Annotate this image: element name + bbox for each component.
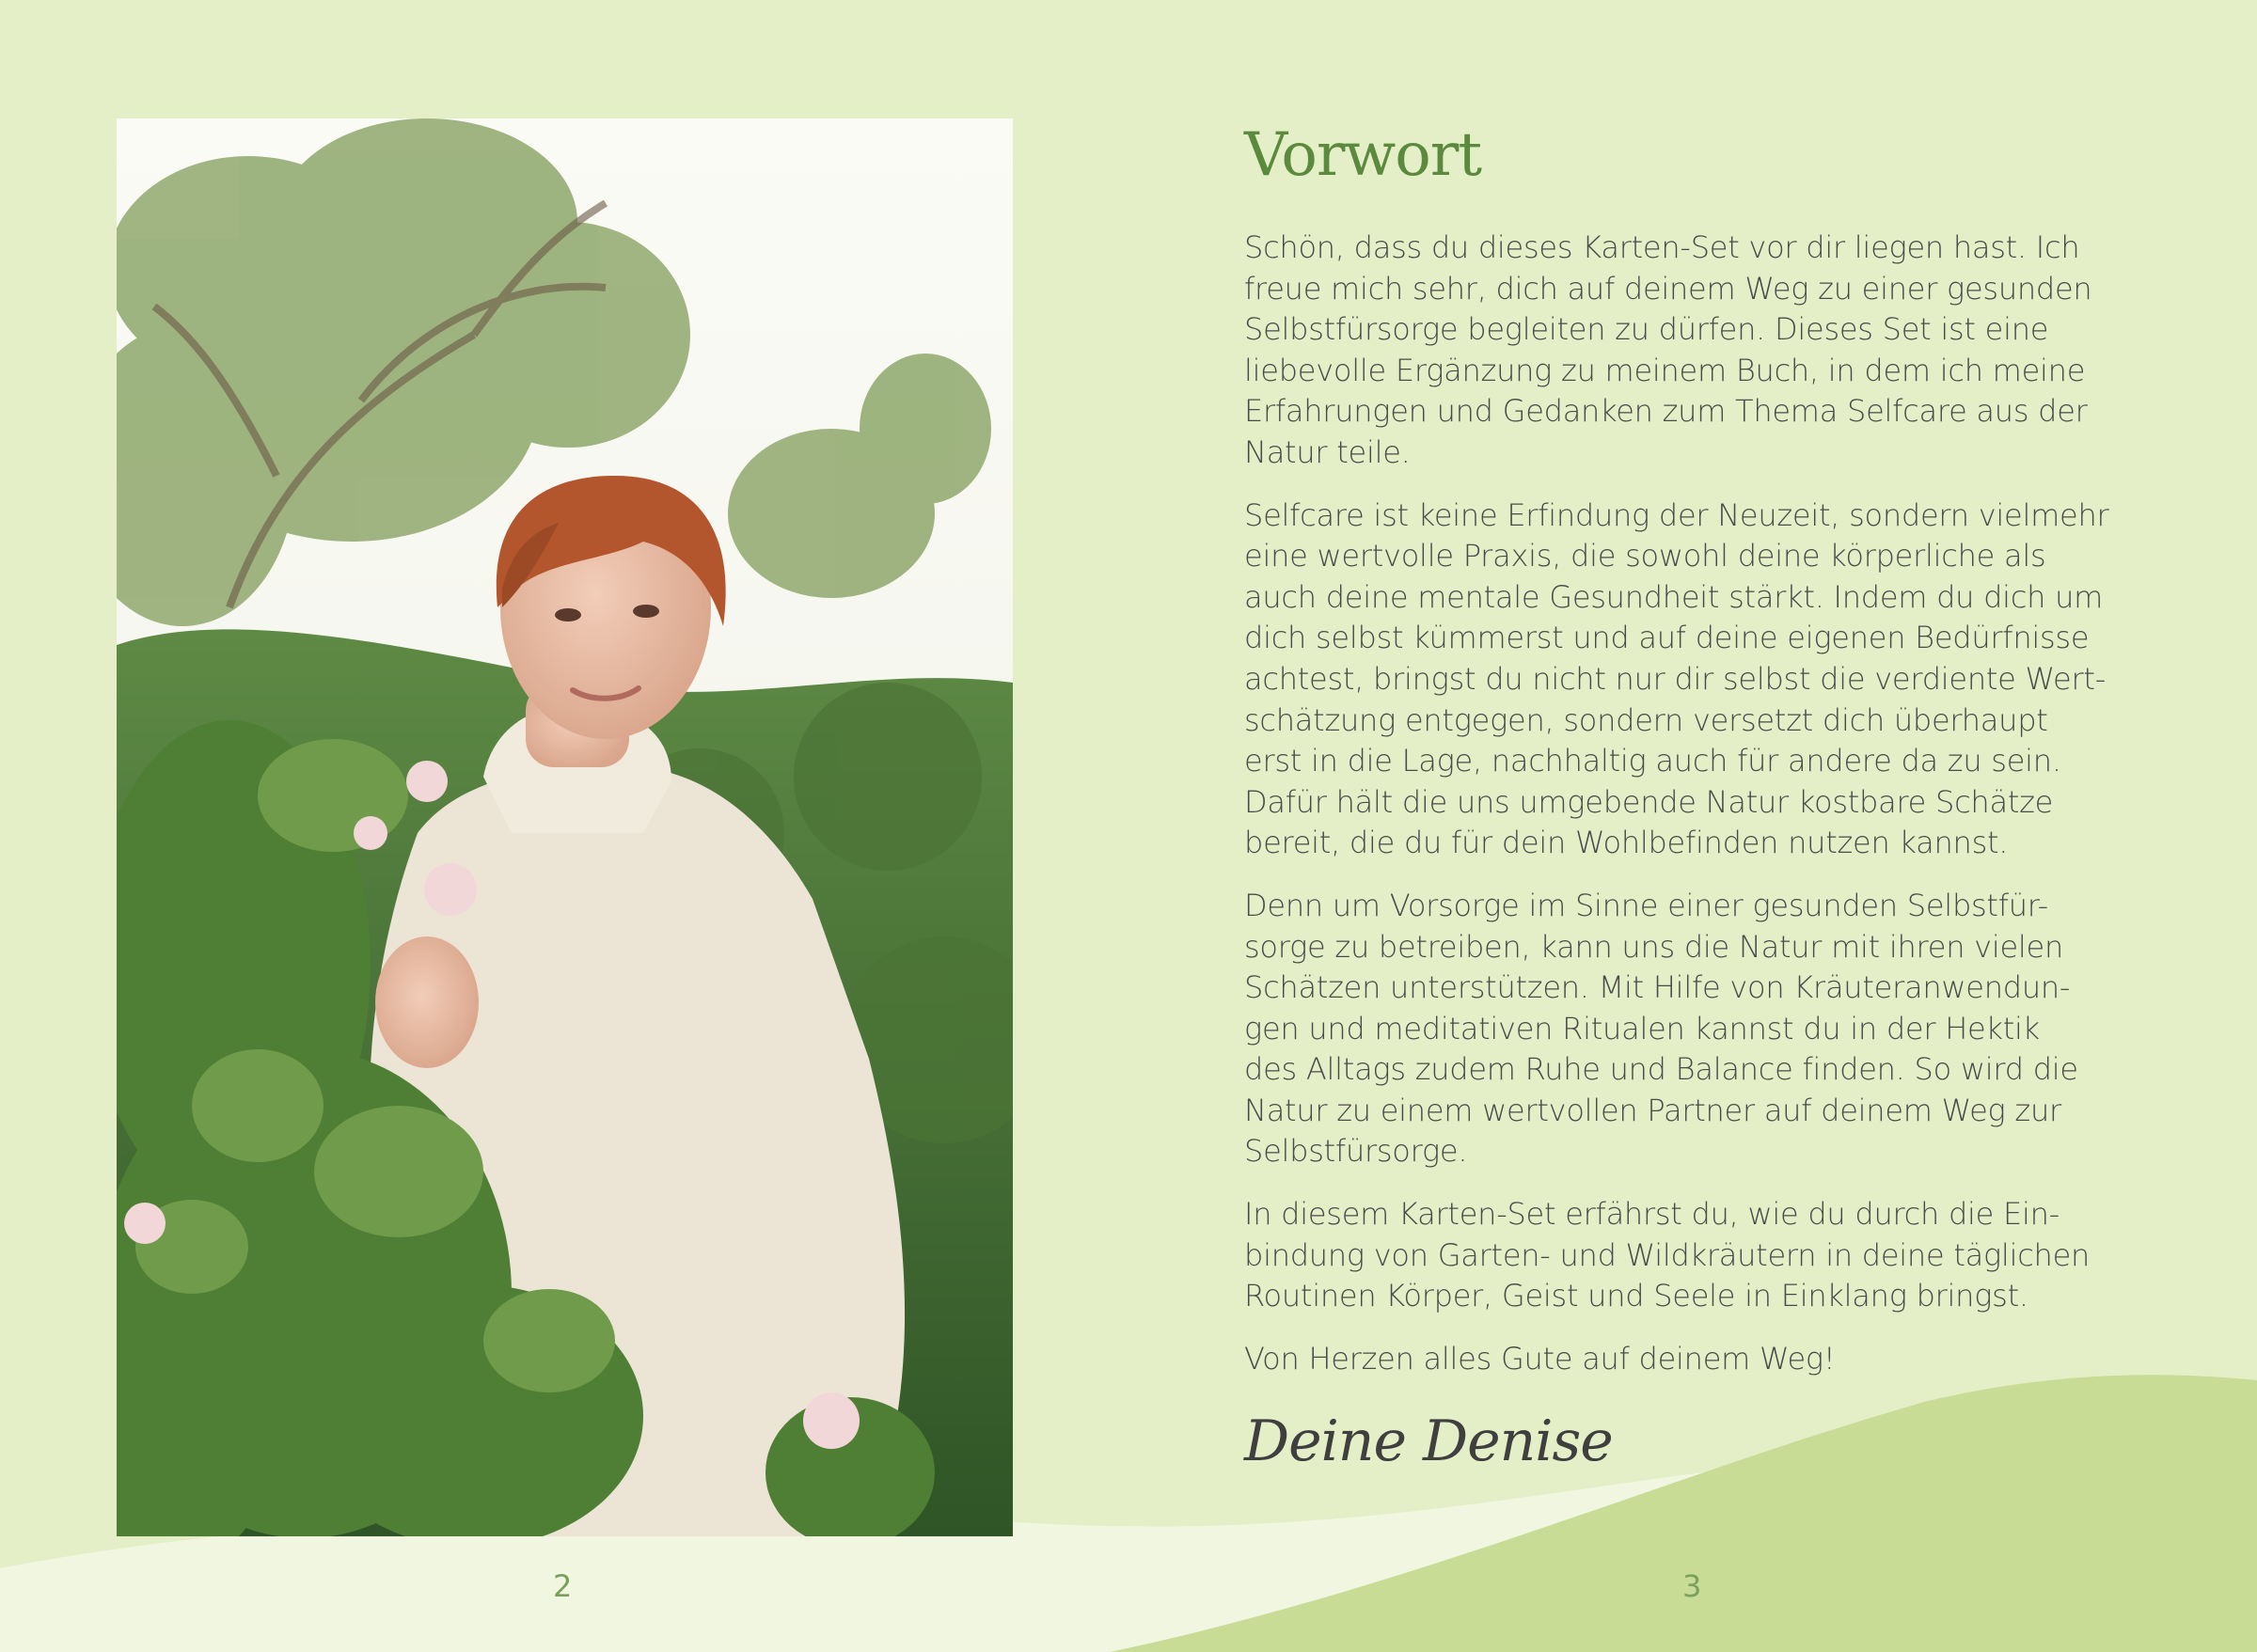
text-line: bereit, die du für dein Wohlbefinden nutzen kannst. [1244, 825, 2009, 861]
paragraph-2 [1244, 496, 2147, 864]
page-number-left: 2 [553, 1568, 573, 1604]
text-line: Natur zu einem wertvollen Partner auf deinem Weg zur [1244, 1092, 2061, 1128]
portrait-photo [117, 118, 1013, 1536]
signature: Deine Denise [1244, 1408, 1613, 1474]
text-line: sorge zu betreiben, kann uns die Natur mit ihren vielen [1244, 928, 2064, 965]
text-line: dich selbst kümmerst und auf deine eigenen Bedürfnisse [1244, 620, 2090, 656]
text-line: Selbstfürsorge. [1244, 1133, 1468, 1170]
text-line: eine wertvolle Praxis, die sowohl deine körperliche als [1244, 538, 2046, 574]
text-line: achtest, bringst du nicht nur dir selbst die verdiente Wert- [1244, 660, 2106, 697]
text-line: Von Herzen alles Gute auf deinem Weg! [1244, 1340, 1836, 1377]
text-line: erst in die Lage, nachhaltig auch für andere da zu sein. [1244, 743, 2061, 779]
text-line: bindung von Garten- und Wildkräutern in deine täglichen [1244, 1236, 2091, 1273]
paragraph-5 [1244, 1339, 2147, 1380]
paragraph-4 [1244, 1194, 2147, 1317]
text-line: Denn um Vorsorge im Sinne einer gesunden Selbstfür- [1244, 887, 2048, 923]
text-line: des Alltags zudem Ruhe und Balance finden. So wird die [1244, 1051, 2078, 1088]
text-line: freue mich sehr, dich auf deinem Weg zu einer gesunden [1244, 270, 2092, 307]
foreword-body [1244, 228, 2147, 1401]
text-line: Schön, dass du dieses Karten-Set vor dir liegen hast. Ich [1244, 229, 2080, 265]
text-line: liebevolle Ergänzung zu meinem Buch, in dem ich meine [1244, 352, 2086, 388]
text-line: Routinen Körper, Geist und Seele in Einklang bringst. [1244, 1278, 2028, 1314]
text-line: Natur teile. [1244, 433, 1411, 470]
text-line: Schätzen unterstützen. Mit Hilfe von Kräuteranwendun- [1244, 969, 2071, 1006]
text-line: Erfahrungen und Gedanken zum Thema Selfcare aus der [1244, 393, 2088, 430]
text-line: schätzung entgegen, sondern versetzt dich überhaupt [1244, 701, 2048, 738]
page-number-right: 3 [1682, 1568, 1702, 1604]
text-line: Dafür hält die uns umgebende Natur kostbare Schätze [1244, 783, 2054, 820]
text-line: gen und meditativen Ritualen kannst du in der Hektik [1244, 1010, 2040, 1046]
text-line: In diesem Karten-Set erfährst du, wie du durch die Ein- [1244, 1196, 2060, 1233]
text-line: auch deine mentale Gesundheit stärkt. Indem du dich um [1244, 578, 2104, 615]
text-line: Selbstfürsorge begleiten zu dürfen. Dieses Set ist eine [1244, 311, 2049, 348]
paragraph-3 [1244, 886, 2147, 1172]
paragraph-1 [1244, 228, 2147, 474]
page-title: Vorwort [1244, 120, 1482, 190]
text-line: Selfcare ist keine Erfindung der Neuzeit, sondern vielmehr [1244, 496, 2109, 533]
